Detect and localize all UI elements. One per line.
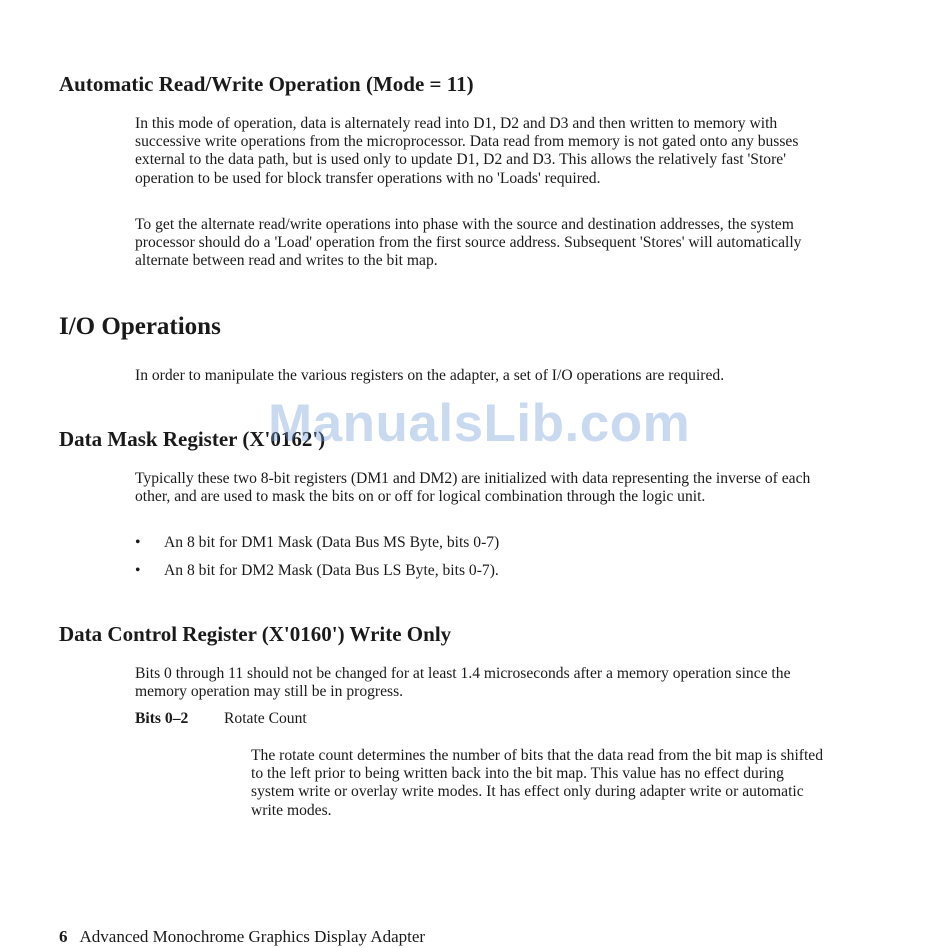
- paragraph-data-control: Bits 0 through 11 should not be changed for at least 1.4 microseconds after a memory operation since the memory operation may still be in progress.: [135, 665, 791, 701]
- page-number: 6: [59, 927, 68, 946]
- bits-title: Rotate Count: [224, 710, 307, 727]
- page-footer: [59, 927, 425, 947]
- paragraph-data-mask: Typically these two 8-bit registers (DM1 and DM2) are initialized with data representing the inverse of each other, and are used to mask the bits on or off for logical combination through the logic unit.: [135, 470, 811, 506]
- bullet-icon: •: [135, 562, 141, 579]
- list-item-text: An 8 bit for DM1 Mask (Data Bus MS Byte, bits 0-7): [164, 534, 500, 551]
- watermark: ManualsLib.com: [268, 394, 691, 453]
- paragraph-auto-rw-1: In this mode of operation, data is alternately read into D1, D2 and D3 and then written to memory with successive write operations from the microprocessor. Data read from memory is not gated onto any busses external to the data path, but is used only to update D1, D2 and D3. This allows the relatively fast 'Store' operation to be used for block transfer operations with no 'Loads' required.: [135, 115, 799, 187]
- heading-io-operations: I/O Operations: [59, 313, 221, 340]
- list-item: [135, 562, 499, 590]
- data-mask-bullet-list: [135, 534, 499, 590]
- paragraph-auto-rw-2: To get the alternate read/write operations into phase with the source and destination addresses, the system processor should do a 'Load' operation from the first source address. Subsequent 'Stores' will automatically alternate between read and writes to the bit map.: [135, 216, 802, 270]
- paragraph-rotate-count: The rotate count determines the number of bits that the data read from the bit map is shifted to the left prior to being written back into the bit map. This value has no effect during system write or overlay write modes. It has effect only during adapter write or automatic write modes.: [251, 747, 824, 819]
- list-item: [135, 534, 499, 562]
- bits-definition-row: [135, 710, 307, 728]
- heading-data-mask-register: Data Mask Register (X'0162'): [59, 427, 326, 451]
- paragraph-io: In order to manipulate the various registers on the adapter, a set of I/O operations are required.: [135, 367, 725, 384]
- heading-automatic-read-write: Automatic Read/Write Operation (Mode = 11): [59, 72, 474, 96]
- list-item-text: An 8 bit for DM2 Mask (Data Bus LS Byte, bits 0-7).: [164, 562, 499, 579]
- bits-label: Bits 0–2: [135, 710, 189, 727]
- bullet-icon: •: [135, 534, 141, 551]
- heading-data-control-register: Data Control Register (X'0160') Write Only: [59, 622, 452, 646]
- footer-title: Advanced Monochrome Graphics Display Adapter: [79, 927, 426, 946]
